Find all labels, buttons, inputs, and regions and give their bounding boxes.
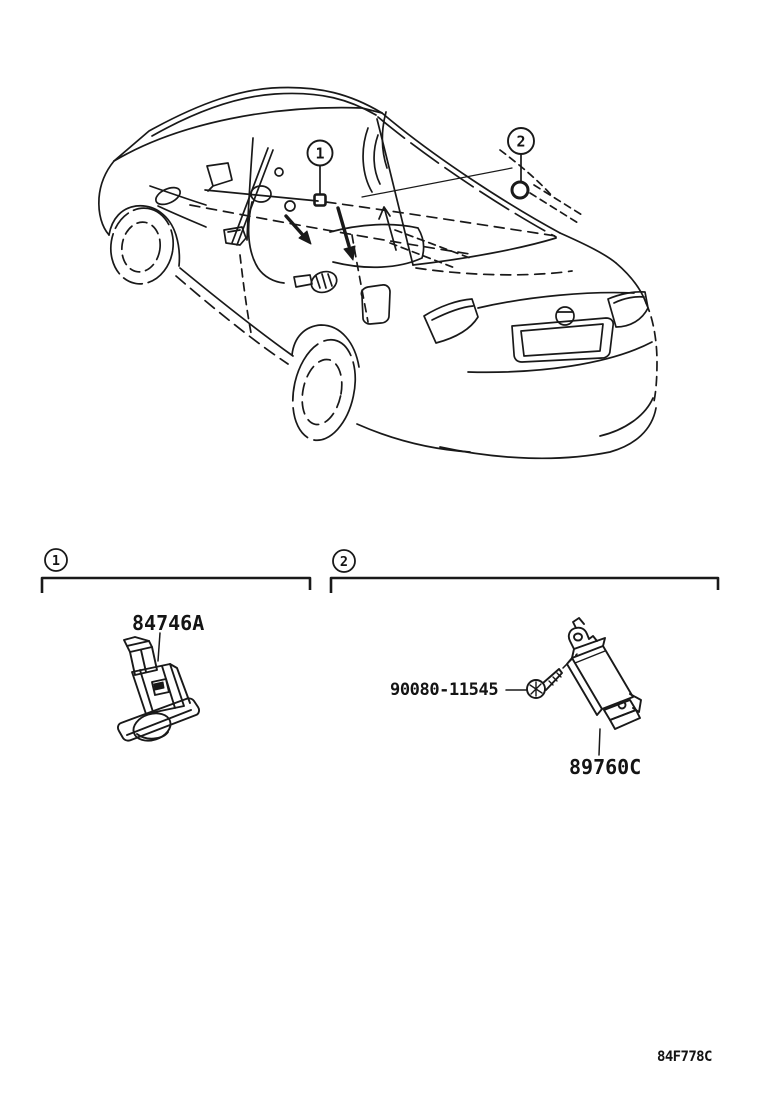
car-door-handle [294, 275, 312, 287]
part-number-label-84746a: 84746A [132, 611, 205, 635]
car-far-beltline [362, 168, 512, 197]
glass-far-pillar-dashes [500, 150, 552, 196]
section-2-bracket [331, 550, 718, 593]
car-bumper-crease [468, 342, 652, 372]
location-arrow-front [286, 216, 311, 244]
callout-1-number: 1 [315, 144, 325, 163]
car-rocker-lower [176, 276, 288, 364]
interior-quarter-trim [363, 112, 387, 192]
section-1-bracket-line [42, 578, 310, 593]
section-2-number: 2 [339, 554, 349, 570]
car-bumper-lower [440, 408, 656, 458]
section-1-bracket [42, 549, 310, 593]
interior-grip-circle [285, 201, 295, 211]
figure-code: 84F778C [657, 1049, 712, 1065]
car-front-wheel-arch [109, 206, 179, 266]
car-taillight-right-inner [614, 297, 644, 303]
car-fuel-door [361, 285, 390, 324]
screw-threads [549, 673, 561, 685]
car-callout-1 [308, 141, 333, 206]
callout-2-number: 2 [516, 132, 526, 151]
car-rear-wheel-arch [292, 325, 359, 367]
interior-front-seat [249, 202, 284, 283]
part-label-leader-1 [158, 633, 160, 661]
car-trunk-top [560, 233, 616, 263]
car-drip-rail [382, 113, 560, 233]
car-deck-seam [416, 268, 572, 275]
car-beltline [205, 190, 318, 201]
car-callout-2 [508, 128, 534, 198]
part-number-label-89760c: 89760C [569, 755, 642, 779]
rear-wheel [284, 334, 364, 446]
interior-grip-circle-2 [275, 168, 283, 176]
car-bumper-right-edge [646, 303, 657, 406]
car-side-mirror [207, 163, 232, 191]
screw-shank [543, 669, 562, 690]
car-license-recess-inner [521, 324, 603, 356]
car-rear-rocker [357, 424, 470, 452]
part-screw-illustration [506, 654, 577, 698]
part-receiver-illustration [567, 618, 641, 755]
interior-steering-wheel [153, 184, 182, 208]
car-front-door-edge [240, 255, 252, 338]
car-illustration [99, 87, 657, 458]
screw-head-recess [530, 682, 542, 696]
part-switch-illustration [118, 633, 199, 745]
callout-2-location-marker [512, 182, 528, 198]
location-arrow-pillar [379, 207, 396, 250]
shelf-edge-dashes [530, 185, 582, 223]
rear-wheel-hub [297, 356, 348, 428]
section-1-number: 1 [51, 553, 61, 569]
interior-lock-knob-hatch [316, 274, 332, 288]
location-arrow-rear [338, 208, 355, 260]
section-2-bracket-line [331, 578, 718, 593]
receiver-label-leader [599, 729, 600, 755]
part-number-label-90080-11545: 90080-11545 [390, 680, 499, 700]
front-wheel-hub [118, 219, 163, 274]
car-beltline-dashed [326, 202, 556, 236]
